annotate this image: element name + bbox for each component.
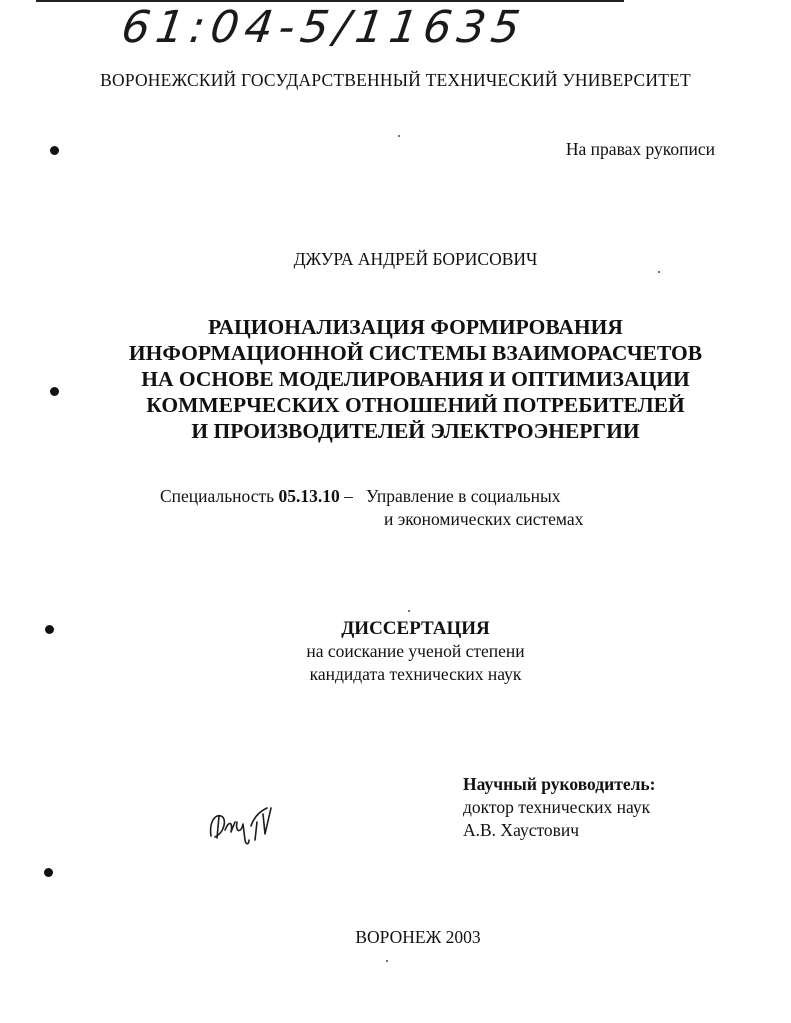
title-line: КОММЕРЧЕСКИХ ОТНОШЕНИЙ ПОТРЕБИТЕЛЕЙ [146,393,685,417]
scan-speck [386,960,388,962]
manuscript-rights-note: На правах рукописи [565,139,715,159]
dissertation-block [0,617,791,686]
scan-speck [658,271,660,273]
title-line: НА ОСНОВЕ МОДЕЛИРОВАНИЯ И ОПТИМИЗАЦИИ [141,367,690,391]
title-line: ИНФОРМАЦИОННОЙ СИСТЕМЫ ВЗАИМОРАСЧЕТОВ [128,341,703,365]
dissertation-title [0,314,791,444]
specialty-block [160,485,583,531]
specialty-label: Специальность [160,486,275,506]
specialty-code: 05.13.10 [278,486,340,506]
dissertation-heading: ДИССЕРТАЦИЯ [341,618,490,639]
specialty-row [160,485,583,508]
supervisor-block [463,773,656,842]
specialty-description-line2: и экономических системах [384,509,584,529]
city-year: ВОРОНЕЖ 2003 [355,927,481,947]
title-line: И ПРОИЗВОДИТЕЛЕЙ ЭЛЕКТРОЭНЕРГИИ [191,419,640,443]
handwritten-signature [205,800,285,855]
scan-speck [408,610,410,612]
title-line: РАЦИОНАЛИЗАЦИЯ ФОРМИРОВАНИЯ [208,315,623,339]
supervisor-label: Научный руководитель: [463,774,656,794]
dissertation-line1: на соискание ученой степени [306,641,525,661]
specialty-description-line1: Управление в социальных [366,486,561,506]
dissertation-line2: кандидата технических наук [309,664,522,684]
binder-hole-mark [45,625,54,634]
handwritten-catalog-number: 61:04-5/11635 [118,2,530,53]
binder-hole-mark [44,868,53,877]
university-name: ВОРОНЕЖСКИЙ ГОСУДАРСТВЕННЫЙ ТЕХНИЧЕСКИЙ УНИВЕРСИТЕТ [100,70,691,90]
binder-hole-mark [50,387,59,396]
supervisor-degree: доктор технических наук [463,797,651,817]
specialty-separator: – [344,486,353,506]
binder-hole-mark [50,146,59,155]
scan-speck [398,135,400,137]
signature-graphic [205,800,285,850]
supervisor-name: А.В. Хаустович [463,820,580,840]
author-name: ДЖУРА АНДРЕЙ БОРИСОВИЧ [293,249,538,269]
